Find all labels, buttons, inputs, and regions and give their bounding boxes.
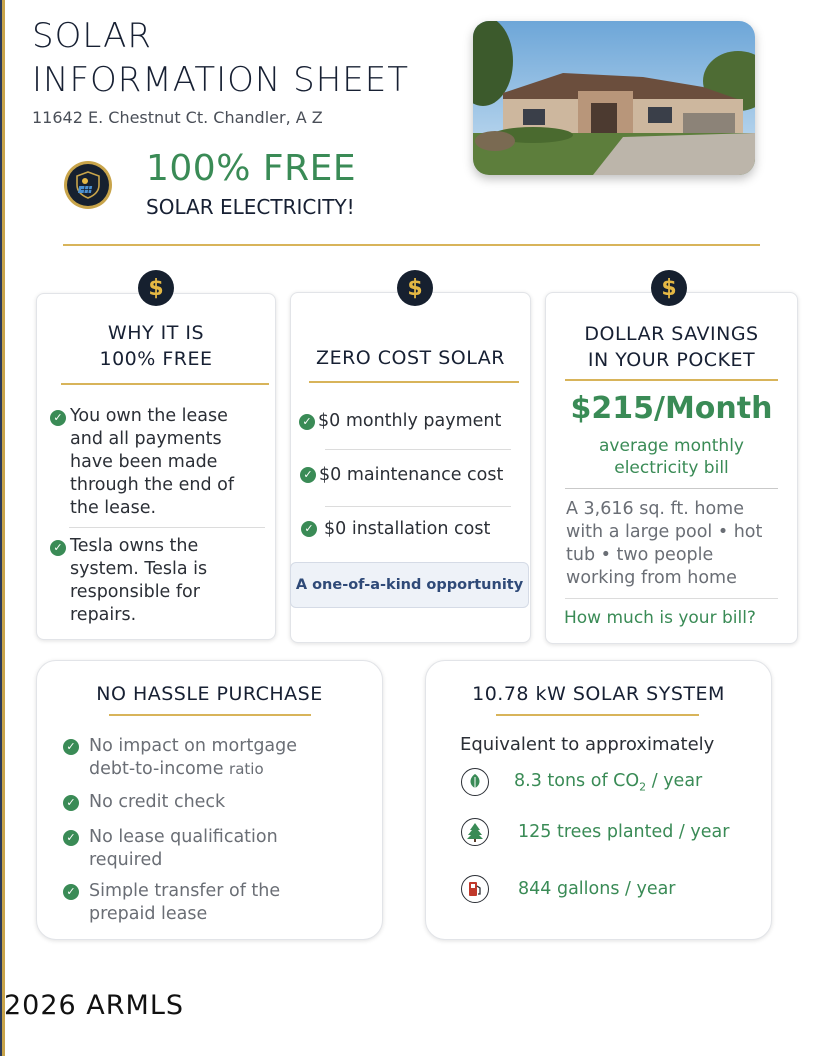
zero-cost-title: ZERO COST SOLAR [316,347,505,369]
page-title [32,14,409,102]
savings-title-line-1: DOLLAR SAVINGS [584,323,759,345]
caption-line-1: average monthly [599,436,744,456]
why-free-separator [69,527,265,528]
check-icon: ✓ [63,884,79,900]
title-line-2: INFORMATION SHEET [32,60,410,100]
savings-underline [565,379,778,381]
free-headline: 100% FREE [146,148,357,189]
page-left-border [0,0,5,1056]
trees-stat: 125 trees planted / year [518,822,730,842]
item-1-cont: debt-to-income [89,759,224,779]
co2-text: 8.3 tons of CO [514,771,640,791]
dollar-coin-icon: $ [397,270,433,306]
no-hassle-card [36,660,383,940]
savings-amount: $215/Month [570,391,773,426]
tree-icon [461,818,489,846]
no-hassle-item-2: No credit check [89,792,226,812]
item-4-line-1: Simple transfer of the [89,881,281,901]
check-icon: ✓ [50,540,66,556]
why-free-title-line-2: 100% FREE [99,348,213,370]
shield-sun-icon [73,170,103,200]
no-hassle-underline [109,714,311,716]
house-photo [473,21,755,175]
bill-question: How much is your bill? [564,608,756,628]
check-icon: ✓ [63,830,79,846]
check-icon: ✓ [299,414,315,430]
why-free-point-2: Tesla owns the system. Tesla is responsible for repairs. [70,536,208,625]
zero-cost-underline [309,381,519,383]
zero-cost-item-1: $0 monthly payment [318,411,502,431]
item-1-small: ratio [229,760,264,778]
savings-title [546,321,797,373]
why-free-point-1: You own the lease and all payments have been made through the end of the lease. [70,406,235,518]
check-icon: ✓ [63,739,79,755]
title-line-1: SOLAR [32,16,152,56]
zero-cost-item-2: $0 maintenance cost [319,465,504,485]
co2-stat [514,770,702,799]
solar-system-card [425,660,772,940]
no-hassle-item-3 [89,826,369,872]
no-hassle-title: NO HASSLE PURCHASE [96,683,323,705]
leaf-icon [461,768,489,796]
dollar-coin-icon: $ [651,270,687,306]
zero-cost-separator [325,449,511,450]
why-free-card [36,293,276,640]
savings-separator [565,598,778,599]
copyright-footer: 2026 ARMLS [4,990,185,1021]
savings-title-line-2: IN YOUR POCKET [587,349,756,371]
no-hassle-item-4 [89,880,369,926]
zero-cost-separator [325,506,511,507]
item-1-line-2 [89,758,369,781]
check-icon: ✓ [50,410,66,426]
property-address: 11642 E. Chestnut Ct. Chandler, A Z [32,108,323,127]
gallons-stat: 844 gallons / year [518,879,676,899]
solar-system-title: 10.78 kW SOLAR SYSTEM [472,683,725,705]
fuel-pump-icon [461,875,489,903]
why-free-title-line-1: WHY IT IS [107,322,205,344]
check-icon: ✓ [301,521,317,537]
co2-per-year: / year [646,771,703,791]
dollar-coin-icon: $ [138,270,174,306]
solar-shield-logo [64,161,112,209]
savings-description: A 3,616 sq. ft. home with a large pool • hot tub • two people working from home [566,499,763,588]
caption-line-2: electricity bill [614,458,729,478]
equivalent-label: Equivalent to approximately [460,734,715,755]
check-icon: ✓ [300,467,316,483]
savings-card [545,292,798,644]
zero-cost-item-3: $0 installation cost [324,519,491,539]
header-divider [63,244,760,246]
why-free-underline [61,383,269,385]
item-1-line-1: No impact on mortgage [89,736,298,756]
item-3-line-2: required [89,850,163,870]
co2-subscript: 2 [639,780,647,794]
item-4-line-2: prepaid lease [89,904,208,924]
why-free-title [37,320,275,372]
savings-amount-caption [546,435,797,479]
opportunity-banner: A one-of-a-kind opportunity [290,562,529,608]
no-hassle-item-1 [89,735,369,781]
item-3-line-1: No lease qualification [89,827,278,847]
savings-separator [565,488,778,489]
check-icon: ✓ [63,795,79,811]
free-subline: SOLAR ELECTRICITY! [146,195,355,219]
solar-system-underline [496,714,699,716]
